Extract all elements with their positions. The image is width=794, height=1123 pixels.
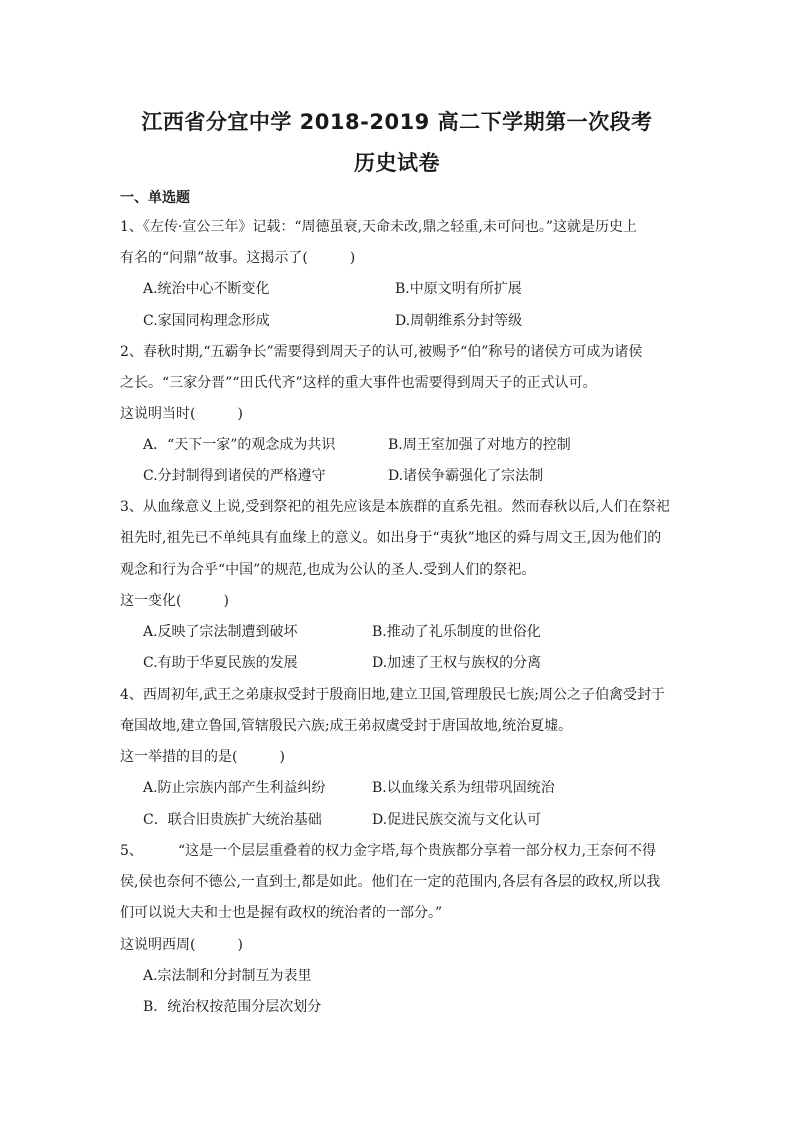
- question-3-option-d: D.加速了王权与族权的分离: [372, 655, 542, 671]
- question-4-option-a: A.防止宗族内部产生利益纠纷: [143, 780, 326, 796]
- question-4-option-d: D.促进民族交流与文化认可: [372, 812, 542, 828]
- question-2-option-b: B.周王室加强了对地方的控制: [388, 437, 571, 453]
- exam-subtitle: 历史试卷: [354, 151, 440, 175]
- question-2-prompt: 这说明当时( ): [120, 406, 243, 422]
- question-5-text-cont-2: 们可以说大夫和士也是握有政权的统治者的一部分。”: [120, 905, 443, 921]
- question-1-option-a: A.统治中心不断变化: [143, 281, 270, 297]
- question-4-option-c: C．联合旧贵族扩大统治基础: [143, 812, 322, 828]
- question-2-option-d: D.诸侯争霸强化了宗法制: [388, 468, 544, 484]
- question-1-text-cont: 有名的“问鼎”故事。这揭示了( ): [120, 250, 356, 266]
- question-4-option-b: B.以血缘关系为纽带巩固统治: [372, 780, 555, 796]
- question-5-option-b: B．统治权按范围分层次划分: [143, 999, 322, 1015]
- question-3-prompt: 这一变化( ): [120, 593, 229, 609]
- question-5-prompt: 这说明西周( ): [120, 937, 243, 953]
- question-5-text: “这是一个层层重叠着的权力金字塔,每个贵族都分享着一部分权力,王奈何不得: [178, 843, 657, 859]
- question-3-text-cont-1: 祖先时,祖先已不单纯具有血缘上的意义。如出身于“夷狄”地区的舜与周文王,因为他们的: [120, 530, 662, 546]
- question-4-text: 4、西周初年,武王之弟康叔受封于殷商旧地,建立卫国,管理殷民七族;周公之子伯禽受封于: [120, 687, 665, 703]
- question-1-option-b: B.中原文明有所扩展: [395, 281, 522, 297]
- question-2-option-a: A．“天下一家”的观念成为共识: [143, 437, 336, 453]
- question-3-option-c: C.有助于华夏民族的发展: [143, 655, 298, 671]
- question-2-text: 2、春秋时期,“五霸争长”需要得到周天子的认可,被赐予“伯”称号的诸侯方可成为诸侯: [120, 344, 643, 360]
- exam-title: 江西省分宜中学 2018-2019 高二下学期第一次段考: [141, 110, 653, 134]
- question-3-text: 3、从血缘意义上说,受到祭祀的祖先应该是本族群的直系先祖。然而春秋以后,人们在祭祀: [120, 499, 670, 515]
- question-3-option-b: B.推动了礼乐制度的世俗化: [372, 624, 541, 640]
- section-heading: 一、单选题: [120, 190, 190, 206]
- question-1-option-c: C.家国同构理念形成: [143, 313, 270, 329]
- question-2-text-cont: 之长。“三家分晋”“田氏代齐”这样的重大事件也需要得到周天子的正式认可。: [120, 375, 597, 391]
- question-3-text-cont-2: 观念和行为合乎“中国”的规范,也成为公认的圣人.受到人们的祭祀。: [120, 562, 536, 578]
- question-5-option-a: A.宗法制和分封制互为表里: [143, 968, 312, 984]
- question-4-prompt: 这一举措的目的是( ): [120, 749, 285, 765]
- question-1-text: 1、《左传·宣公三年》记载：“周德虽衰,天命未改,鼎之轻重,未可问也。”这就是历史上: [120, 219, 638, 235]
- question-1-option-d: D.周朝维系分封等级: [395, 313, 523, 329]
- question-5-text-cont-1: 侯,侯也奈何不德公,一直到士,都是如此。他们在一定的范围内,各层有各层的政权,所以我: [120, 874, 661, 890]
- question-2-option-c: C.分封制得到诸侯的严格遵守: [143, 468, 326, 484]
- question-3-option-a: A.反映了宗法制遭到破坏: [143, 624, 298, 640]
- question-4-text-cont: 奄国故地,建立鲁国,管辖殷民六族;成王弟叔虞受封于唐国故地,统治夏墟。: [120, 718, 573, 734]
- question-5-number: 5、: [120, 843, 143, 859]
